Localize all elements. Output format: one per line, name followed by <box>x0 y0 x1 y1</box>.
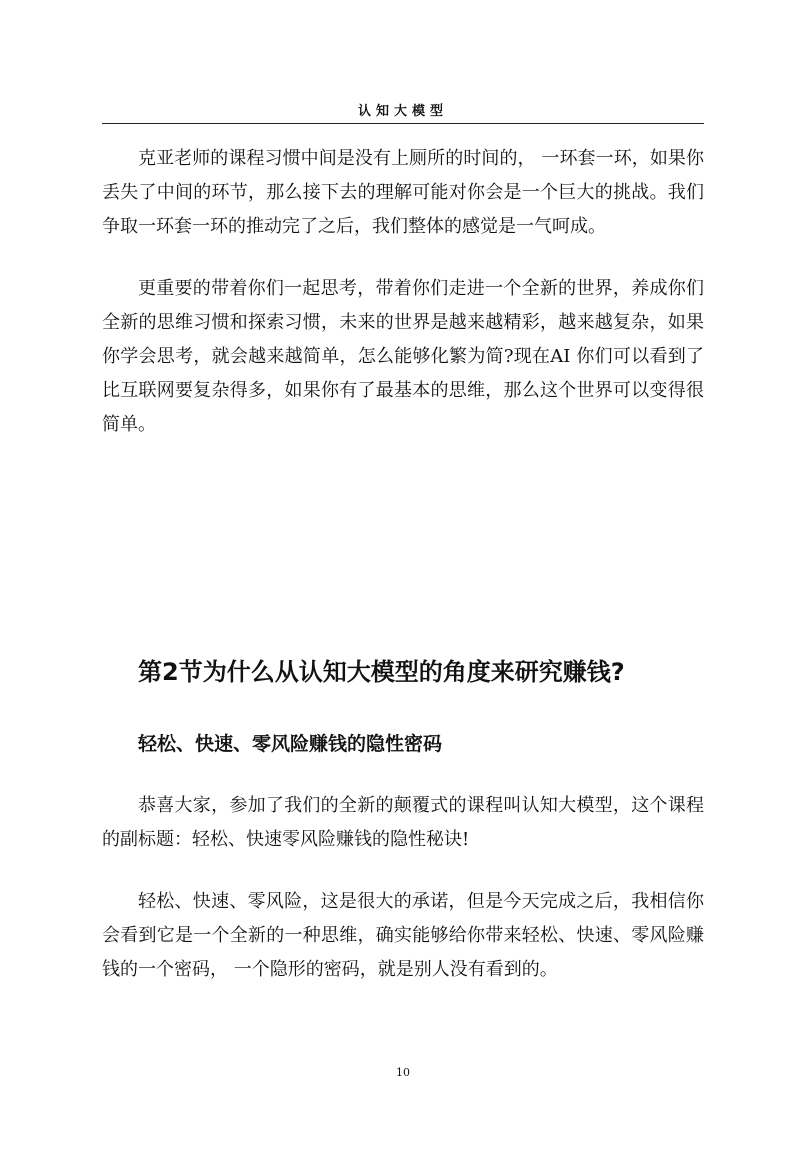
body-text-top <box>102 142 704 442</box>
paragraph: 克亚老师的课程习惯中间是没有上厕所的时间的， 一环套一环，如果你丢失了中间的环节，那么接下去的理解可能对你会是一个巨大的挑战。我们争取一环套一环的推动完了之后，我们整体的感觉是一气呵成。 <box>102 148 704 237</box>
paragraph: 更重要的带着你们一起思考，带着你们走进一个全新的世界，养成你们全新的思维习惯和探索习惯，未来的世界是越来越精彩，越来越复杂，如果你学会思考，就会越来越简单，怎么能够化繁为简?现在AI 你们可以看到了比互联网要复杂得多，如果你有了最基本的思维，那么这个世界可以变得很简单。 <box>102 278 704 435</box>
paragraph: 轻松、快速、零风险，这是很大的承诺，但是今天完成之后，我相信你会看到它是一个全新的一种思维，确实能够给你带来轻松、快速、零风险赚钱的一个密码， 一个隐形的密码，就是别人没有看到的。 <box>102 891 704 980</box>
body-text-bottom <box>102 789 704 987</box>
section-subheading: 轻松、快速、零风险赚钱的隐性密码 <box>138 733 443 755</box>
running-header: 认知大模型 <box>357 104 448 119</box>
header-divider <box>102 123 704 124</box>
paragraph: 恭喜大家，参加了我们的全新的颠覆式的课程叫认知大模型，这个课程的副标题：轻松、快速零风险赚钱的隐性秘诀! <box>102 795 704 850</box>
section-heading: 第2节为什么从认知大模型的角度来研究赚钱? <box>138 658 625 686</box>
page-number: 10 <box>396 1066 410 1079</box>
